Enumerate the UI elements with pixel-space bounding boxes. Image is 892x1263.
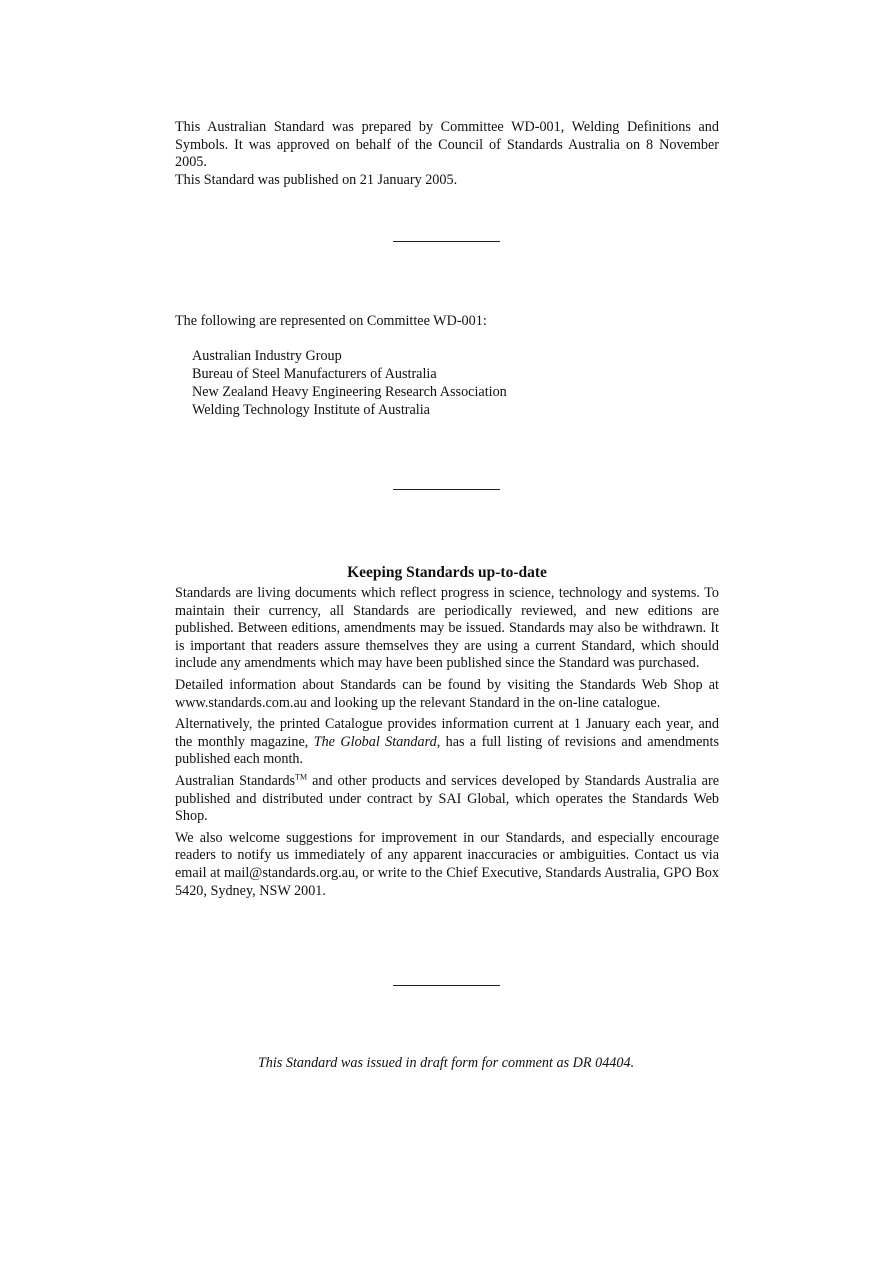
catalogue-text-end: , has a full listing of revisions and amendments published each month.: [175, 733, 719, 768]
section-divider-3: [393, 985, 500, 986]
paragraph-living-documents: Standards are living documents which reflect progress in science, technology and systems. To maintain their currency, all Standards are periodically reviewed, and new editions are published. Between editions, amendments may be issued. Standards may also be withdrawn. It is important that readers assure themselves they are using a current Standard, which should include any amendments which may have been published since the Standard was purchased.: [175, 585, 719, 672]
trademark-symbol: TM: [295, 772, 308, 782]
section-divider-1: [393, 241, 500, 242]
approval-block: [175, 119, 719, 189]
draft-note: This Standard was issued in draft form for comment as DR 04404.: [257, 1055, 635, 1071]
committee-intro: The following are represented on Committee WD-001:: [175, 313, 487, 329]
paragraph-web-shop: Detailed information about Standards can be found by visiting the Standards Web Shop at www.standards.com.au and looking up the relevant Standard in the on-line catalogue.: [175, 676, 719, 711]
paragraph-sai-global: [175, 773, 719, 826]
committee-member-list: [175, 347, 719, 419]
publication-date-statement: This Standard was published on 21 January 2005.: [175, 171, 458, 188]
committee-block: [175, 313, 719, 419]
catalogue-text-start: Alternatively, the printed Catalogue provides information current at 1 January each year, and the monthly magazine,: [175, 716, 719, 750]
keeping-up-to-date-section: [175, 563, 719, 904]
approval-statement: This Australian Standard was prepared by Committee WD-001, Welding Definitions and Symbols. It was approved on behalf of the Council of Standards Australia on 8 November 2005.: [175, 119, 719, 171]
committee-member: Australian Industry Group: [192, 347, 342, 364]
paragraph-catalogue: [175, 716, 719, 769]
paragraph-suggestions: We also welcome suggestions for improvement in our Standards, and especially encourage readers to notify us immediately of any apparent inaccuracies or ambiguities. Contact us via email at mail@standards.org.au, or write to the Chief Executive, Standards Australia, GPO Box 5420, Sydney, NSW 2001.: [175, 829, 719, 899]
section-divider-2: [393, 489, 500, 490]
trademark-name: Australian Standards: [175, 772, 296, 789]
committee-member: Welding Technology Institute of Australia: [192, 401, 430, 418]
section-heading: Keeping Standards up-to-date: [347, 564, 547, 581]
magazine-title: The Global Standard: [313, 733, 437, 750]
sai-global-text: and other products and services developed by Standards Australia are published and distributed under contract by SAI Global, which operates the Standards Web Shop.: [175, 772, 719, 825]
committee-member: New Zealand Heavy Engineering Research Association: [192, 383, 507, 400]
committee-member: Bureau of Steel Manufacturers of Australia: [192, 365, 437, 382]
